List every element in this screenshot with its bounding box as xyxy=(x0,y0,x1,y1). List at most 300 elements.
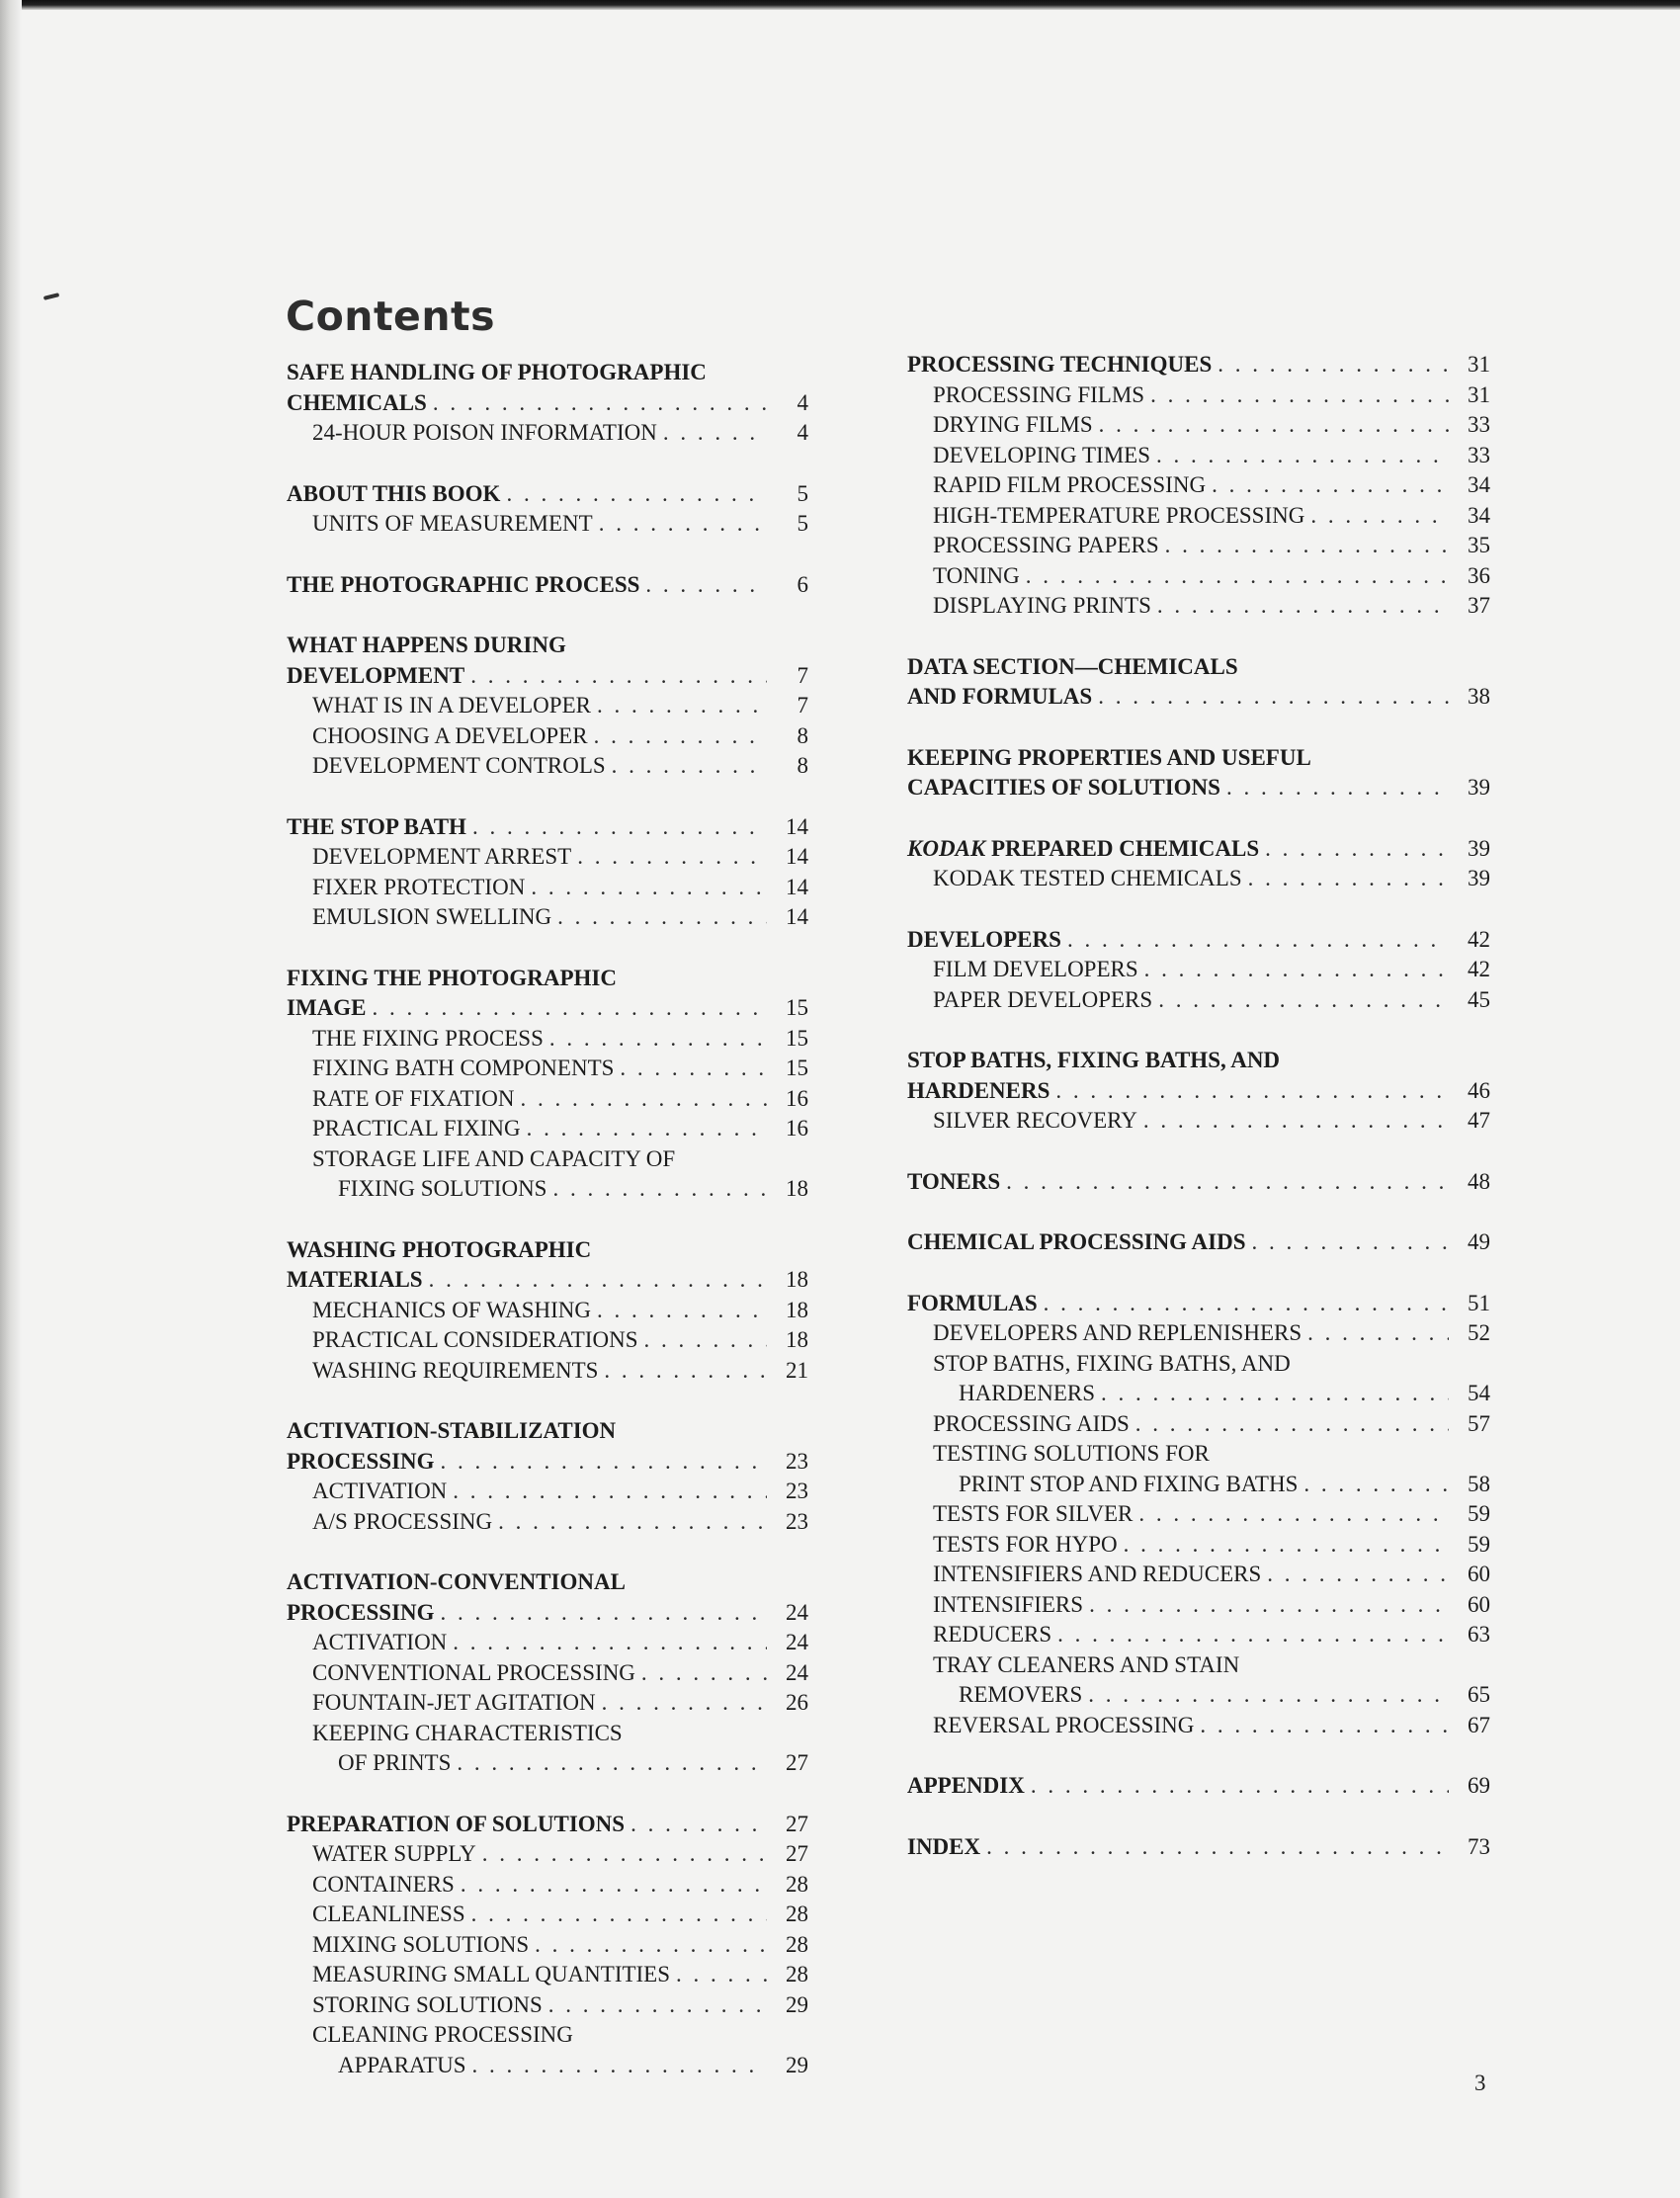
dot-leader xyxy=(676,1960,767,1990)
dot-leader xyxy=(535,1930,767,1961)
toc-page-number: 34 xyxy=(1468,502,1490,528)
dot-leader xyxy=(552,1174,767,1205)
toc-entry-label: THE STOP BATH xyxy=(287,813,466,839)
toc-entry-label: RATE OF FIXATION xyxy=(312,1085,515,1111)
toc-entry-label: SAFE HANDLING OF PHOTOGRAPHIC xyxy=(287,360,707,384)
toc-entry[interactable] xyxy=(907,1409,1490,1440)
toc-page-number: 23 xyxy=(786,1508,808,1534)
toc-entry[interactable] xyxy=(287,1719,808,1749)
toc-entry-label: TESTS FOR SILVER xyxy=(933,1501,1134,1526)
toc-entry-label: WATER SUPPLY xyxy=(312,1841,476,1866)
toc-entry-label: HIGH-TEMPERATURE PROCESSING xyxy=(933,502,1305,528)
toc-entry-label: PROCESSING PAPERS xyxy=(933,533,1159,557)
toc-entry-label: KEEPING PROPERTIES AND USEFUL xyxy=(907,744,1311,770)
toc-entry[interactable] xyxy=(287,873,808,903)
dot-leader xyxy=(373,993,768,1024)
toc-page-number: 45 xyxy=(1468,986,1490,1012)
toc-entry[interactable] xyxy=(907,1318,1490,1349)
toc-page-number: 14 xyxy=(786,844,808,869)
toc-page-number: 73 xyxy=(1468,1833,1490,1859)
toc-page-number: 31 xyxy=(1468,381,1490,407)
dot-leader xyxy=(1267,1560,1449,1590)
toc-page-number: 7 xyxy=(797,662,808,688)
toc-entry-label: STOP BATHS, FIXING BATHS, AND xyxy=(907,1048,1281,1072)
toc-entry-label: CONTAINERS xyxy=(312,1871,455,1897)
toc-entry[interactable] xyxy=(907,955,1490,985)
toc-entry[interactable] xyxy=(287,661,808,692)
toc-page-number: 36 xyxy=(1468,562,1490,588)
toc-page-number: 47 xyxy=(1468,1108,1490,1133)
toc-entry[interactable] xyxy=(287,1114,808,1144)
toc-entry[interactable] xyxy=(907,743,1490,774)
toc-entry-label: MATERIALS xyxy=(287,1267,423,1292)
toc-entry-label: WASHING REQUIREMENTS xyxy=(312,1357,599,1383)
toc-entry[interactable] xyxy=(907,1289,1490,1319)
dot-leader xyxy=(453,1628,767,1658)
toc-left-column xyxy=(287,358,808,2111)
toc-entry[interactable] xyxy=(287,388,808,419)
toc-page-number: 6 xyxy=(797,571,808,597)
dot-leader xyxy=(433,388,767,419)
toc-page-number: 24 xyxy=(786,1630,808,1654)
toc-page-number: 42 xyxy=(1468,957,1490,981)
dot-leader xyxy=(441,1598,767,1629)
toc-entry[interactable] xyxy=(287,1748,808,1779)
dot-leader xyxy=(1055,1076,1449,1107)
toc-page-number: 27 xyxy=(786,1750,808,1775)
toc-page-number: 28 xyxy=(786,1962,808,1987)
toc-page-number: 21 xyxy=(786,1357,808,1383)
toc-section xyxy=(287,1416,808,1537)
toc-entry[interactable] xyxy=(907,864,1490,894)
toc-page-number: 39 xyxy=(1468,866,1490,890)
toc-entry[interactable] xyxy=(287,1447,808,1478)
toc-entry[interactable] xyxy=(907,470,1490,501)
toc-entry[interactable] xyxy=(287,358,808,388)
scan-edge-top xyxy=(0,0,1680,10)
toc-page-number: 49 xyxy=(1468,1229,1490,1254)
dot-leader xyxy=(1158,985,1449,1016)
toc-page-number: 51 xyxy=(1468,1290,1490,1315)
toc-page-number: 18 xyxy=(786,1267,808,1292)
toc-entry-label: TRAY CLEANERS AND STAIN xyxy=(933,1651,1240,1677)
toc-entry[interactable] xyxy=(287,631,808,661)
toc-entry-label: WASHING PHOTOGRAPHIC xyxy=(287,1236,592,1262)
toc-entry[interactable] xyxy=(907,1106,1490,1137)
toc-entry[interactable] xyxy=(907,1470,1490,1500)
toc-entry[interactable] xyxy=(907,561,1490,592)
dot-leader xyxy=(612,751,767,782)
toc-entry-label-text: PREPARED CHEMICALS xyxy=(985,835,1260,861)
toc-page-number: 48 xyxy=(1468,1168,1490,1194)
toc-entry-label: AND FORMULAS xyxy=(907,684,1093,709)
toc-section xyxy=(287,1810,808,2081)
toc-page-number: 24 xyxy=(786,1659,808,1685)
toc-page-number: 28 xyxy=(786,1931,808,1957)
toc-entry[interactable] xyxy=(907,1680,1490,1711)
toc-entry[interactable] xyxy=(287,751,808,782)
toc-entry-label: CAPACITIES OF SOLUTIONS xyxy=(907,775,1220,800)
toc-entry[interactable] xyxy=(907,1590,1490,1621)
toc-entry[interactable] xyxy=(287,1235,808,1266)
scan-speck xyxy=(43,293,59,300)
dot-leader xyxy=(597,1296,767,1326)
dot-leader xyxy=(527,1114,767,1144)
toc-entry-label: MIXING SOLUTIONS xyxy=(312,1931,530,1957)
toc-entry[interactable] xyxy=(907,1227,1490,1258)
toc-entry-label: THE FIXING PROCESS xyxy=(312,1025,544,1051)
toc-entry-label: APPENDIX xyxy=(907,1773,1025,1798)
toc-entry-label: MECHANICS OF WASHING xyxy=(312,1297,591,1322)
toc-entry-label: REDUCERS xyxy=(933,1622,1052,1647)
toc-entry[interactable] xyxy=(287,1990,808,2021)
toc-entry-label: KODAK TESTED CHEMICALS xyxy=(933,866,1242,890)
toc-section xyxy=(287,570,808,601)
dot-leader xyxy=(470,661,767,692)
toc-page-number: 15 xyxy=(786,995,808,1020)
toc-page-number: 23 xyxy=(786,1448,808,1474)
dot-leader xyxy=(1226,773,1449,803)
toc-section xyxy=(907,1289,1490,1741)
toc-page-number: 15 xyxy=(786,1056,808,1080)
toc-entry[interactable] xyxy=(907,1499,1490,1530)
dot-leader xyxy=(1212,470,1449,501)
toc-section xyxy=(907,925,1490,1016)
toc-entry-label: CLEANING PROCESSING xyxy=(312,2022,573,2047)
dot-leader xyxy=(602,1688,767,1719)
toc-page-number: 5 xyxy=(797,480,808,506)
toc-page-number: 33 xyxy=(1468,412,1490,437)
toc-page-number: 14 xyxy=(786,813,808,839)
toc-entry-label: MEASURING SMALL QUANTITIES xyxy=(312,1962,671,1987)
toc-entry[interactable] xyxy=(287,1507,808,1538)
toc-entry-label: PRACTICAL CONSIDERATIONS xyxy=(312,1327,638,1352)
toc-entry[interactable] xyxy=(907,834,1490,865)
toc-entry[interactable] xyxy=(287,1356,808,1387)
toc-entry[interactable] xyxy=(907,1711,1490,1741)
toc-entry[interactable] xyxy=(287,1960,808,1990)
toc-page-number: 60 xyxy=(1468,1562,1490,1586)
toc-entry[interactable] xyxy=(287,1265,808,1296)
toc-entry[interactable] xyxy=(907,350,1490,380)
toc-page-number: 27 xyxy=(786,1841,808,1866)
toc-entry-label: WHAT IS IN A DEVELOPER xyxy=(312,693,591,718)
toc-entry[interactable] xyxy=(287,1628,808,1658)
toc-entry[interactable] xyxy=(287,2020,808,2051)
toc-entry-label: CONVENTIONAL PROCESSING xyxy=(312,1659,635,1685)
toc-entry[interactable] xyxy=(287,964,808,994)
dot-leader xyxy=(986,1832,1449,1863)
toc-entry-label: STORAGE LIFE AND CAPACITY OF xyxy=(312,1145,676,1171)
toc-entry[interactable] xyxy=(907,591,1490,622)
dot-leader xyxy=(577,842,767,873)
toc-entry-label: DRYING FILMS xyxy=(933,412,1093,437)
toc-entry-label: IMAGE xyxy=(287,995,367,1020)
toc-page-number: 58 xyxy=(1468,1471,1490,1496)
toc-entry-label: WHAT HAPPENS DURING xyxy=(287,633,566,657)
dot-leader xyxy=(599,509,767,540)
dot-leader xyxy=(1026,561,1449,592)
toc-entry[interactable] xyxy=(907,410,1490,441)
toc-page-number: 29 xyxy=(786,1991,808,2017)
dot-leader xyxy=(457,1748,767,1779)
toc-page-number: 46 xyxy=(1468,1077,1490,1103)
dot-leader xyxy=(471,1900,767,1930)
dot-leader xyxy=(1031,1771,1449,1802)
dot-leader xyxy=(1057,1620,1449,1650)
scan-edge-left xyxy=(0,0,22,2198)
page-number: 3 xyxy=(1474,2071,1486,2095)
dot-leader xyxy=(1200,1711,1449,1741)
toc-page-number: 7 xyxy=(797,693,808,718)
toc-page-number: 5 xyxy=(797,511,808,536)
toc-entry-label: EMULSION SWELLING xyxy=(312,904,552,929)
toc-entry[interactable] xyxy=(907,652,1490,683)
toc-entry[interactable] xyxy=(907,531,1490,561)
dot-leader xyxy=(1143,1106,1449,1137)
toc-entry-label: DISPLAYING PRINTS xyxy=(933,593,1151,618)
toc-entry[interactable] xyxy=(287,842,808,873)
toc-page-number: 38 xyxy=(1468,684,1490,709)
toc-entry-label: FIXER PROTECTION xyxy=(312,874,526,899)
toc-entry[interactable] xyxy=(287,570,808,601)
toc-entry[interactable] xyxy=(287,1810,808,1840)
toc-entry[interactable] xyxy=(907,1167,1490,1198)
toc-section xyxy=(287,358,808,449)
toc-entry-label: FOUNTAIN-JET AGITATION xyxy=(312,1690,596,1715)
toc-entry[interactable] xyxy=(287,1325,808,1356)
toc-section xyxy=(907,743,1490,803)
toc-entry-label: ABOUT THIS BOOK xyxy=(287,480,501,506)
toc-entry[interactable] xyxy=(907,1560,1490,1590)
toc-entry[interactable] xyxy=(287,902,808,933)
page-title: Contents xyxy=(286,293,496,340)
toc-right-column xyxy=(907,350,1490,1893)
toc-entry-label: CHEMICALS xyxy=(287,389,427,415)
toc-entry[interactable] xyxy=(287,1416,808,1447)
toc-entry[interactable] xyxy=(907,1650,1490,1681)
dot-leader xyxy=(1265,834,1449,865)
toc-page-number: 65 xyxy=(1468,1682,1490,1707)
dot-leader xyxy=(630,1810,767,1840)
toc-page-number: 26 xyxy=(786,1690,808,1715)
toc-page-number: 37 xyxy=(1468,593,1490,618)
toc-entry[interactable] xyxy=(287,812,808,843)
dot-leader xyxy=(1006,1167,1449,1198)
toc-entry-label: STORING SOLUTIONS xyxy=(312,1991,543,2017)
dot-leader xyxy=(1135,1409,1449,1440)
toc-entry-label: HARDENERS xyxy=(959,1381,1096,1405)
toc-entry-label: PRACTICAL FIXING xyxy=(312,1116,521,1141)
dot-leader xyxy=(1252,1227,1449,1258)
toc-entry-label: CHEMICAL PROCESSING AIDS xyxy=(907,1229,1246,1254)
toc-section xyxy=(287,479,808,540)
toc-page-number: 39 xyxy=(1468,775,1490,800)
toc-entry[interactable] xyxy=(287,691,808,721)
toc-entry-label: RAPID FILM PROCESSING xyxy=(933,472,1207,497)
toc-section xyxy=(907,652,1490,713)
toc-entry[interactable] xyxy=(287,2051,808,2081)
toc-section xyxy=(907,1832,1490,1863)
toc-entry[interactable] xyxy=(907,925,1490,956)
toc-entry[interactable] xyxy=(907,380,1490,411)
dot-leader xyxy=(482,1839,767,1870)
toc-page-number: 33 xyxy=(1468,442,1490,467)
toc-entry[interactable] xyxy=(907,1349,1490,1380)
toc-entry-label: PAPER DEVELOPERS xyxy=(933,986,1153,1012)
toc-page-number: 39 xyxy=(1468,835,1490,861)
toc-entry[interactable] xyxy=(907,1046,1490,1076)
toc-page-number: 34 xyxy=(1468,472,1490,497)
toc-entry-label: UNITS OF MEASUREMENT xyxy=(312,511,593,536)
toc-entry[interactable] xyxy=(287,1477,808,1507)
dot-leader xyxy=(557,902,767,933)
toc-entry[interactable] xyxy=(287,418,808,449)
dot-leader xyxy=(1088,1680,1449,1711)
dot-leader xyxy=(1157,591,1449,622)
dot-leader xyxy=(1303,1470,1449,1500)
toc-entry-label: FORMULAS xyxy=(907,1290,1038,1315)
dot-leader xyxy=(1310,501,1449,532)
toc-entry-label xyxy=(907,834,1259,865)
dot-leader xyxy=(453,1477,767,1507)
toc-section xyxy=(907,1167,1490,1198)
toc-entry-label: 24-HOUR POISON INFORMATION xyxy=(312,420,657,445)
toc-section xyxy=(287,964,808,1205)
toc-entry-label: TONING xyxy=(933,562,1020,588)
toc-entry-label: PROCESSING xyxy=(287,1448,435,1474)
toc-page-number: 54 xyxy=(1468,1381,1490,1405)
toc-entry[interactable] xyxy=(287,479,808,510)
toc-section xyxy=(907,1227,1490,1258)
toc-page-number: 8 xyxy=(797,753,808,778)
toc-page-number: 14 xyxy=(786,904,808,929)
toc-page-number: 4 xyxy=(797,389,808,415)
toc-entry[interactable] xyxy=(907,501,1490,532)
toc-entry[interactable] xyxy=(287,1054,808,1084)
toc-entry-label: TONERS xyxy=(907,1168,1001,1194)
toc-entry[interactable] xyxy=(287,1598,808,1629)
toc-section xyxy=(907,350,1490,622)
toc-entry[interactable] xyxy=(287,1567,808,1598)
toc-entry[interactable] xyxy=(287,1174,808,1205)
dot-leader xyxy=(1124,1530,1449,1561)
dot-leader xyxy=(441,1447,767,1478)
toc-entry[interactable] xyxy=(907,1771,1490,1802)
toc-entry-label: PROCESSING xyxy=(287,1599,435,1625)
dot-leader xyxy=(429,1265,767,1296)
toc-entry[interactable] xyxy=(287,1084,808,1115)
toc-entry[interactable] xyxy=(287,721,808,752)
dot-leader xyxy=(643,1325,767,1356)
toc-section xyxy=(907,1771,1490,1802)
toc-entry-label: REMOVERS xyxy=(959,1682,1083,1707)
toc-page-number: 60 xyxy=(1468,1591,1490,1617)
dot-leader xyxy=(597,691,767,721)
toc-entry-label: DEVELOPING TIMES xyxy=(933,442,1150,467)
toc-entry-label: PREPARATION OF SOLUTIONS xyxy=(287,1811,626,1836)
dot-leader xyxy=(1218,350,1449,380)
dot-leader xyxy=(1307,1318,1449,1349)
dot-leader xyxy=(506,479,767,510)
toc-page-number: 18 xyxy=(786,1327,808,1352)
toc-entry[interactable] xyxy=(907,1439,1490,1470)
toc-entry[interactable] xyxy=(287,1839,808,1870)
toc-entry-label: FIXING SOLUTIONS xyxy=(338,1176,547,1201)
toc-entry[interactable] xyxy=(287,1296,808,1326)
toc-page-number: 69 xyxy=(1468,1773,1490,1798)
toc-page-number: 42 xyxy=(1468,926,1490,952)
toc-entry[interactable] xyxy=(287,1688,808,1719)
toc-section xyxy=(287,1235,808,1387)
toc-section xyxy=(287,631,808,782)
dot-leader xyxy=(645,570,767,601)
dot-leader xyxy=(1067,925,1449,956)
toc-entry-label: CLEANLINESS xyxy=(312,1902,465,1926)
toc-entry-label: INTENSIFIERS xyxy=(933,1591,1084,1617)
toc-page-number: 24 xyxy=(786,1599,808,1625)
toc-entry[interactable] xyxy=(907,441,1490,471)
toc-entry[interactable] xyxy=(287,1144,808,1175)
toc-entry[interactable] xyxy=(907,682,1490,713)
toc-entry[interactable] xyxy=(907,985,1490,1016)
toc-page-number: 8 xyxy=(797,722,808,748)
toc-section xyxy=(287,1567,808,1779)
toc-entry-label: KEEPING CHARACTERISTICS xyxy=(312,1720,623,1745)
toc-entry[interactable] xyxy=(287,1870,808,1901)
toc-entry-label: DEVELOPMENT CONTROLS xyxy=(312,753,606,778)
toc-page-number: 28 xyxy=(786,1871,808,1897)
toc-page-number: 15 xyxy=(786,1025,808,1051)
toc-entry-label: DEVELOPERS AND REPLENISHERS xyxy=(933,1320,1302,1345)
toc-entry[interactable] xyxy=(907,1620,1490,1650)
toc-page-number: 4 xyxy=(797,420,808,445)
toc-entry-label: DEVELOPMENT xyxy=(287,662,465,688)
toc-entry-label: OF PRINTS xyxy=(338,1750,452,1775)
toc-page-number: 57 xyxy=(1468,1410,1490,1436)
toc-entry[interactable] xyxy=(287,1930,808,1961)
dot-leader xyxy=(1101,1379,1449,1409)
toc-page-number: 52 xyxy=(1468,1320,1490,1345)
toc-entry-label: ACTIVATION-STABILIZATION xyxy=(287,1418,617,1443)
toc-entry[interactable] xyxy=(287,1900,808,1930)
dot-leader xyxy=(549,1024,767,1055)
dot-leader xyxy=(594,721,767,752)
toc-entry[interactable] xyxy=(287,509,808,540)
toc-entry-label: PRINT STOP AND FIXING BATHS xyxy=(959,1471,1299,1496)
toc-entry[interactable] xyxy=(287,1658,808,1689)
toc-entry-label: INTENSIFIERS AND REDUCERS xyxy=(933,1562,1262,1586)
toc-entry-label: PROCESSING FILMS xyxy=(933,381,1145,407)
toc-entry-label: ACTIVATION xyxy=(312,1630,448,1654)
toc-entry[interactable] xyxy=(907,1379,1490,1409)
toc-entry[interactable] xyxy=(287,1024,808,1055)
toc-entry-label: STOP BATHS, FIXING BATHS, AND xyxy=(933,1350,1291,1376)
toc-entry[interactable] xyxy=(907,1076,1490,1107)
toc-entry-label: DEVELOPERS xyxy=(907,926,1061,952)
toc-page-number: 35 xyxy=(1468,533,1490,557)
toc-entry[interactable] xyxy=(907,1530,1490,1561)
toc-entry[interactable] xyxy=(907,773,1490,803)
toc-page-number: 23 xyxy=(786,1479,808,1503)
dot-leader xyxy=(520,1084,767,1115)
toc-entry-label: ACTIVATION-CONVENTIONAL xyxy=(287,1569,626,1594)
toc-entry-label: REVERSAL PROCESSING xyxy=(933,1712,1195,1737)
dot-leader xyxy=(1165,531,1449,561)
toc-entry[interactable] xyxy=(287,993,808,1024)
toc-entry-label: DATA SECTION—CHEMICALS xyxy=(907,653,1238,679)
toc-entry[interactable] xyxy=(907,1832,1490,1863)
